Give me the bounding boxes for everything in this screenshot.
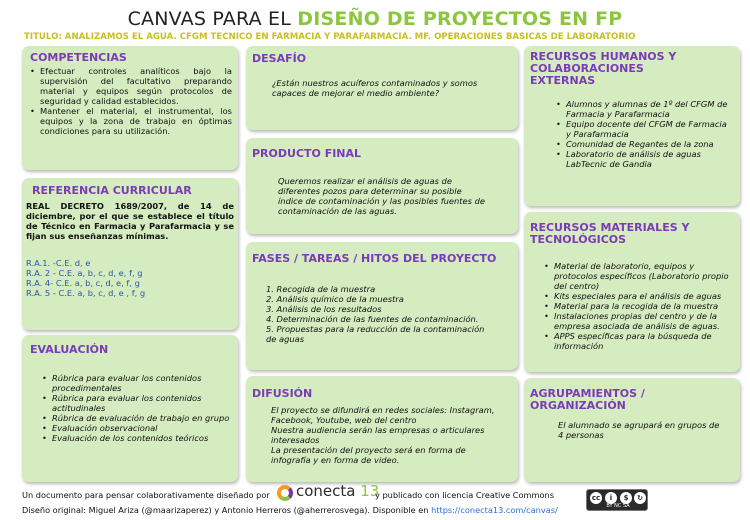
project-subtitle: TÍTULO: ANALIZAMOS EL AGUA. CFGM TÉCNICO EN FARMACIA Y PARAFARMACIA. MF. OPERACIONES BÁSICAS DE LABORATORIO [24,32,636,42]
producto-title: PRODUCTO FINAL [252,147,362,160]
decreto-text: REAL DECRETO 1689/2007, de 14 de diciembre, por el que se establece el título de Técnico en Farmacia y Parafarmacia y se fijan sus enseñanzas mínimas. [26,201,234,241]
referencia-card [22,178,238,330]
competencias-card [22,46,238,170]
desafio-card [246,46,518,130]
list-item: • Evaluación observacional [42,424,232,434]
materiales-title: RECURSOS MATERIALES Y TECNOLÓGICOS [530,221,690,247]
list-item: • Comunidad de Regantes de la zona [556,140,732,150]
evaluacion-list [42,374,232,444]
agrupamientos-title: AGRUPAMIENTOS / ORGANIZACIÓN [530,387,645,413]
list-item: • Rúbrica para evaluar los contenidos actitudinales [42,394,232,414]
agrupamientos-card [524,378,740,482]
difusion-text [271,406,496,466]
cc-label: BY NC SA [606,503,630,509]
agrupamientos-text: El alumnado se agrupará en grupos de 4 personas [558,420,720,440]
list-item: • Equipo docente del CFGM de Farmacia y Parafarmacia [556,120,732,140]
by-icon: i [605,492,617,504]
list-item: • Instalaciones propias del centro y de la empresa asociada de análisis de aguas. [544,312,734,332]
list-item: • Evaluación de los contenidos teóricos [42,434,232,444]
materiales-card [524,212,740,372]
list-item: • Rúbrica para evaluar los contenidos procedimentales [42,374,232,394]
producto-card [246,138,518,234]
materiales-list [544,262,734,352]
list-item: 3. Análisis de los resultados [266,303,382,314]
list-item: 1. Recogida de la muestra [266,284,376,294]
list-item: • Efectuar controles analíticos bajo la supervisión del facultativo preparando material y equipos según protocolos de seguridad y calidad establecidos. [30,67,232,107]
list-item: R.A. 4- C.E. a, b, c, d, e, f, g [26,277,140,288]
list-item: • Mantener el material, el instrumental, los equipos y la zona de trabajo en óptimas condiciones para su utilización. [30,107,232,137]
desafio-text: ¿Están nuestros acuíferos contaminados y somos capaces de mejorar el medio ambiente? [272,78,478,98]
canvas-link[interactable]: https://conecta13.com/canvas/ [431,505,558,515]
competencias-list [30,67,232,137]
list-item: 2. Análisis químico de la muestra [266,293,404,304]
footer-line-1a: Un documento para pensar colaborativamente diseñado por [22,490,270,500]
list-item: • Laboratorio de análisis de aguas LabTecnic de Gandia [556,150,732,170]
list-item: 5. Propuestas para la reducción de la contaminación de aguas [266,323,485,344]
difusion-line: Nuestra audiencia serán las empresas o articulares interesados [271,424,485,445]
evaluacion-card [22,335,238,482]
footer-line-1b: y publicado con licencia Creative Commons [375,490,554,500]
producto-text: Queremos realizar el análisis de aguas de diferentes pozos para determinar su posible índice de contaminación y las posibles fuentes de contaminación de las aguas. [278,176,485,216]
rrhh-list [556,100,732,170]
desafio-title: DESAFÍO [252,52,307,65]
list-item: • Material para la recogida de la muestra [544,302,734,312]
list-item: • Kits especiales para el análisis de aguas [544,292,734,302]
list-item: R.A.1. -C.E. d, e [26,258,91,268]
referencia-title: REFERENCIA CURRICULAR [32,184,192,197]
rrhh-card [524,46,740,206]
difusion-line: El proyecto se difundirá en redes sociales: Instagram, Facebook, Youtube, web del centro [271,405,495,425]
list-item: • Alumnos y alumnas de 1º del CFGM de Farmacia y Parafarmacia [556,100,732,120]
evaluacion-title: EVALUACIÓN [30,343,109,356]
list-item: R.A. 2 - C.E. a, b, c, d, e, f, g [26,267,143,278]
footer-line-2: Diseño original: Miguel Ariza (@maarizaperez) y Antonio Herreros (@aherrerosvega). Disponible en https://conecta13.com/canvas/ [22,505,558,515]
cc-icon: cc [591,494,601,502]
fases-list [266,285,486,345]
list-item: • APPS específicas para la búsqueda de información [544,332,734,352]
fases-card [246,242,518,370]
list-item: R.A. 5 - C.E. a, b, c, d, e , f, g [26,287,146,298]
list-item: 4. Determinación de las fuentes de contaminación. [266,313,479,324]
rrhh-title: RECURSOS HUMANOS Y COLABORACIONES EXTERNAS [530,50,677,88]
sa-icon: ↻ [634,492,646,504]
list-item: • Rúbrica de evaluación de trabajo en grupo [42,414,232,424]
nc-icon: $ [620,492,632,504]
creative-commons-badge[interactable] [586,489,648,511]
difusion-title: DIFUSIÓN [252,387,313,400]
difusion-line: La presentación del proyecto será en forma de infografía y en forma de video. [271,444,466,465]
conecta13-logo-icon [277,485,293,501]
competencias-title: COMPETENCIAS [30,51,127,64]
fases-title: FASES / TAREAS / HITOS DEL PROYECTO [252,252,497,265]
ra-list [26,259,234,299]
difusion-card [246,376,518,482]
list-item: • Material de laboratorio, equipos y protocolos específicos (Laboratorio propio del centro) [544,262,734,292]
page-title: CANVAS PARA EL DISEÑO DE PROYECTOS EN FP [127,8,623,30]
